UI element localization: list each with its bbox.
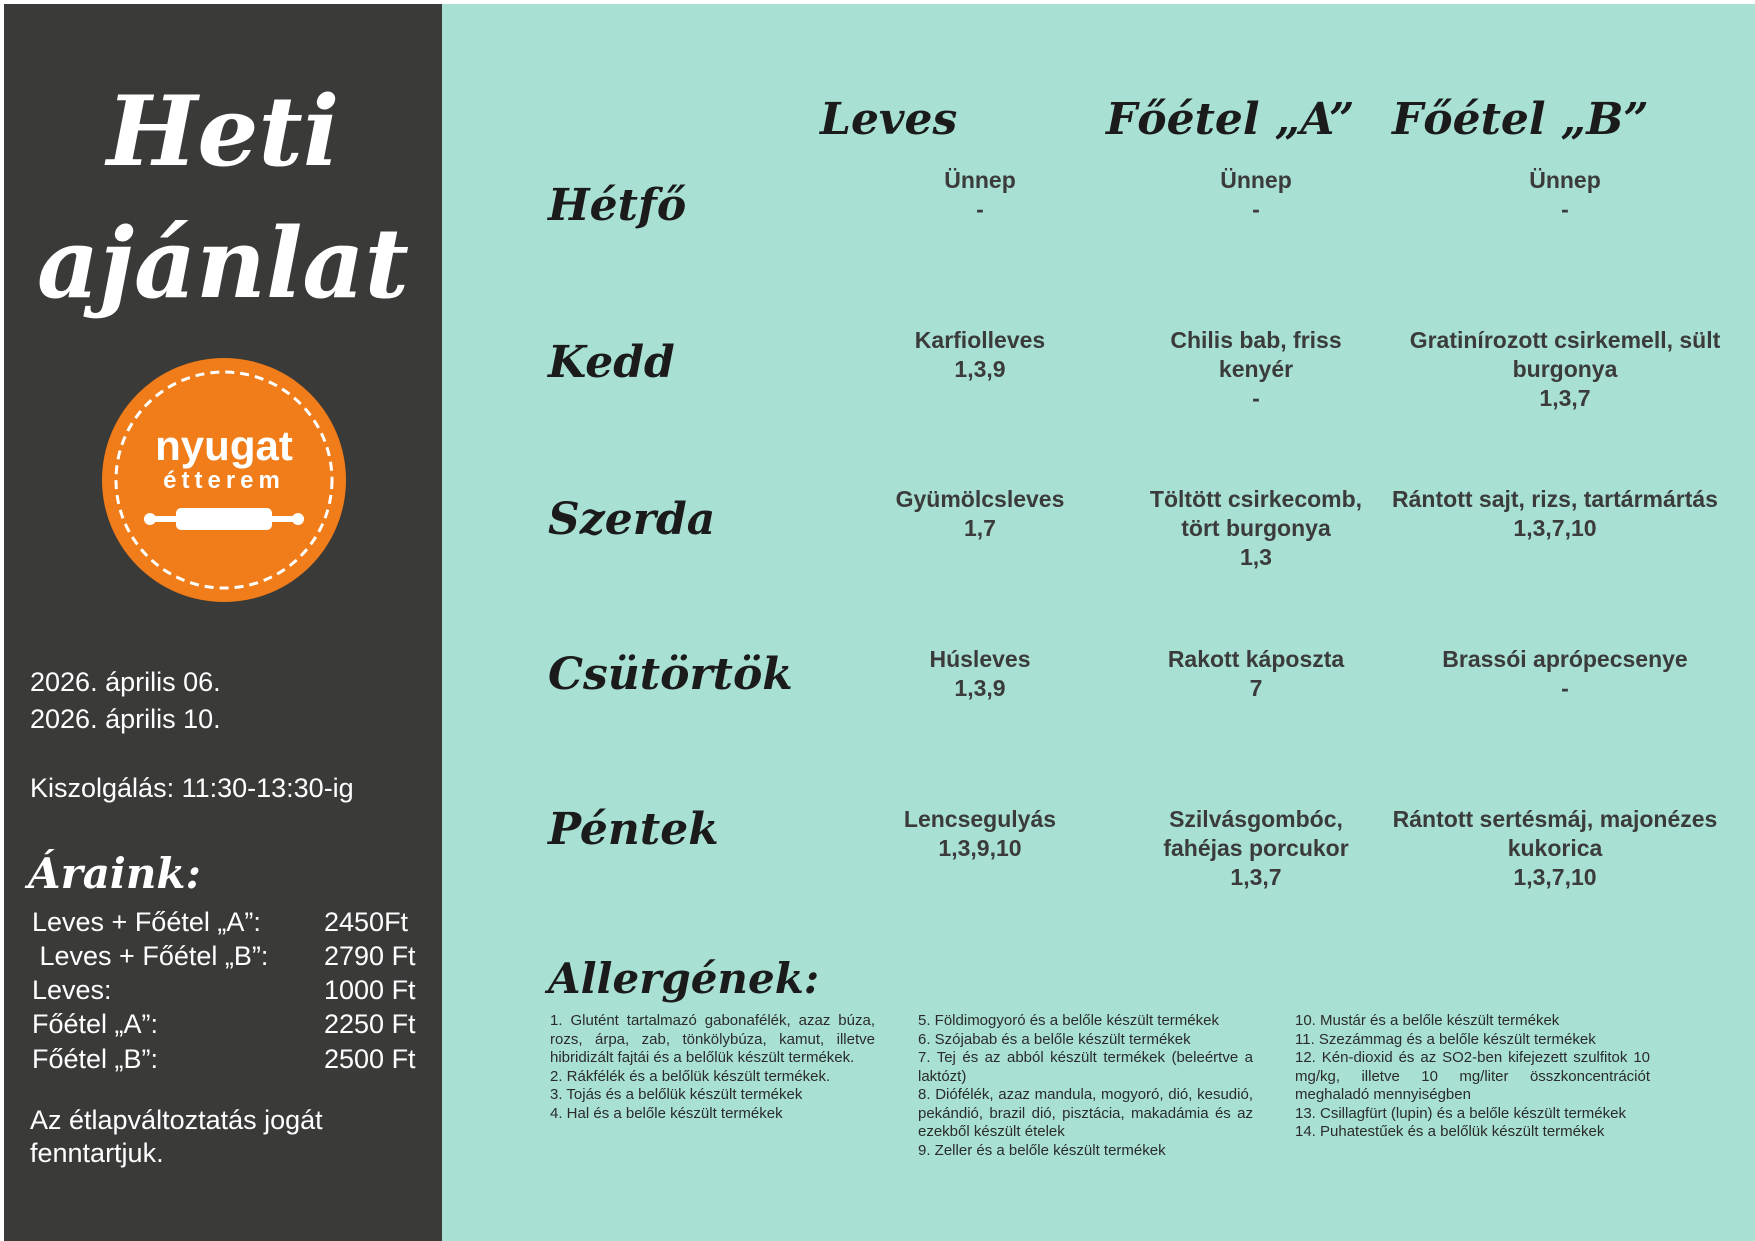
svg-text:étterem: étterem xyxy=(163,467,285,494)
allergen-codes: - xyxy=(1561,675,1569,701)
dish-line: Karfiolleves xyxy=(914,327,1046,353)
menu-cell xyxy=(1096,326,1416,413)
allergen-item: 6. Szójabab és a belőle készült termékek xyxy=(918,1030,1191,1048)
price-label: Főétel „B”: xyxy=(32,1044,159,1074)
allergen-codes: 1,3,9,10 xyxy=(938,835,1022,861)
allergen-column-3 xyxy=(1295,1012,1650,1142)
allergen-item: 14. Puhatestűek és a belőlük készült termékek xyxy=(1295,1123,1605,1140)
allergen-item: 1. Glutént tartalmazó gabonafélék, azaz búza, rozs, árpa, zab, tönkölybúza, kamut, illetve hibridizált fajtái és a belőlük készült termékek. xyxy=(550,1012,875,1066)
allergen-codes: 1,3,7 xyxy=(1539,385,1591,411)
menu-cell xyxy=(840,645,1120,703)
allergen-codes: - xyxy=(1252,196,1260,222)
allergen-column-2 xyxy=(918,1012,1253,1160)
menu-cell xyxy=(840,485,1120,543)
dish-line: Ünnep xyxy=(1529,167,1601,193)
dish-line: burgonya xyxy=(1512,356,1618,382)
price-label: Főétel „A”: xyxy=(32,1009,159,1039)
dish-line: Rántott sajt, rizs, tartármártás xyxy=(1392,486,1718,512)
price-label: Leves + Főétel „B”: xyxy=(32,941,269,971)
price-value: 2500 Ft xyxy=(324,1044,416,1074)
disclaimer-line2: fenntartjuk. xyxy=(30,1138,164,1168)
allergen-codes: 1,3,9 xyxy=(954,675,1006,701)
allergen-item: 5. Földimogyoró és a belőle készült termékek xyxy=(918,1012,1219,1029)
dish-line: Ünnep xyxy=(1220,167,1292,193)
price-label: Leves + Főétel „A”: xyxy=(32,907,261,937)
day-label: Hétfő xyxy=(548,180,687,231)
allergen-item: 4. Hal és a belőle készült termékek xyxy=(550,1104,783,1122)
serving-hours: Kiszolgálás: 11:30-13:30-ig xyxy=(30,773,354,803)
date-end: 2026. április 10. xyxy=(30,704,221,734)
dish-line: Chilis bab, friss xyxy=(1170,327,1342,353)
allergen-codes: - xyxy=(1561,196,1569,222)
menu-cell xyxy=(1380,326,1750,413)
day-label: Kedd xyxy=(548,337,675,388)
allergen-item: 10. Mustár és a belőle készült termékek xyxy=(1295,1012,1560,1029)
allergens-title: Allergének: xyxy=(548,954,820,1003)
menu-cell xyxy=(1096,166,1416,224)
title-line1: Heti xyxy=(106,75,340,188)
dish-line: kenyér xyxy=(1218,356,1294,382)
allergen-item: 11. Szezámmag és a belőle készült termékek xyxy=(1295,1030,1596,1048)
dish-line: Rakott káposzta xyxy=(1167,646,1345,672)
allergen-codes: - xyxy=(976,196,984,222)
menu-cell xyxy=(1360,485,1750,543)
dish-line: Brassói aprópecsenye xyxy=(1442,646,1688,672)
disclaimer-line1: Az étlapváltoztatás jogát xyxy=(30,1105,323,1135)
allergen-item: 8. Diófélék, azaz mandula, mogyoró, dió, kesudió, pekándió, brazil dió, pisztácia, makadámia és az ezekből készült ételek xyxy=(918,1086,1253,1140)
svg-text:nyugat: nyugat xyxy=(155,422,293,469)
menu-cell xyxy=(840,166,1120,224)
allergen-codes: 1,3,9 xyxy=(954,356,1006,382)
dish-line: Rántott sertésmáj, majonézes xyxy=(1392,806,1718,832)
dish-line: Szilvásgombóc, xyxy=(1169,806,1343,832)
menu-cell xyxy=(840,805,1120,863)
allergen-codes: 1,7 xyxy=(964,515,996,541)
day-label: Szerda xyxy=(548,494,716,545)
price-value: 2250 Ft xyxy=(324,1009,416,1039)
menu-cell xyxy=(1096,645,1416,703)
menu-cell xyxy=(1360,805,1750,892)
sidebar xyxy=(4,4,442,1241)
title-line2: ajánlat xyxy=(37,207,409,320)
dish-line: tört burgonya xyxy=(1181,515,1331,541)
allergen-codes: 7 xyxy=(1249,675,1263,701)
menu-panel xyxy=(442,4,1755,1241)
allergen-codes: 1,3 xyxy=(1240,544,1272,570)
restaurant-logo xyxy=(100,356,348,604)
dish-line: Töltött csirkecomb, xyxy=(1149,486,1363,512)
allergen-item: 7. Tej és az abból készült termékek (beleértve a laktózt) xyxy=(918,1049,1253,1085)
allergen-column-1 xyxy=(550,1012,875,1123)
dish-line: Ünnep xyxy=(944,167,1016,193)
dish-line: Húsleves xyxy=(929,646,1031,672)
price-value: 1000 Ft xyxy=(324,975,416,1005)
dish-line: fahéjas porcukor xyxy=(1163,835,1349,861)
day-label: Péntek xyxy=(548,804,719,855)
allergen-item: 2. Rákfélék és a belőlük készült termékek. xyxy=(550,1067,831,1085)
allergen-codes: 1,3,7 xyxy=(1230,864,1282,890)
price-value: 2450Ft xyxy=(324,907,409,937)
col-head-leves-label: Leves xyxy=(820,94,958,145)
dish-line: Lencsegulyás xyxy=(903,806,1057,832)
date-start: 2026. április 06. xyxy=(30,667,221,697)
allergen-item: 12. Kén-dioxid és az SO2-ben kifejezett szulfitok 10 mg/kg, illetve 10 mg/liter összkoncentrációt meghaladó mennyiségben xyxy=(1295,1049,1650,1103)
dish-line: Gyümölcsleves xyxy=(895,486,1065,512)
dish-line: kukorica xyxy=(1507,835,1603,861)
menu-cell xyxy=(1380,645,1750,703)
allergen-item: 9. Zeller és a belőle készült termékek xyxy=(918,1141,1166,1159)
allergen-codes: 1,3,7,10 xyxy=(1513,515,1597,541)
prices-title: Áraink: xyxy=(28,849,202,898)
allergen-item: 3. Tojás és a belőlük készült termékek xyxy=(550,1086,803,1103)
col-head-a: Főétel „A” xyxy=(1106,94,1355,145)
allergen-codes: 1,3,7,10 xyxy=(1513,864,1597,890)
col-head-b: Főétel „B” xyxy=(1392,94,1649,145)
day-label: Csütörtök xyxy=(548,649,793,700)
price-label: Leves: xyxy=(32,975,112,1005)
dish-line: Gratinírozott csirkemell, sült xyxy=(1409,327,1721,353)
menu-cell xyxy=(1380,166,1750,224)
allergen-codes: - xyxy=(1252,385,1260,411)
allergen-item: 13. Csillagfürt (lupin) és a belőle készült termékek xyxy=(1295,1104,1626,1122)
price-value: 2790 Ft xyxy=(324,941,416,971)
menu-cell xyxy=(840,326,1120,384)
